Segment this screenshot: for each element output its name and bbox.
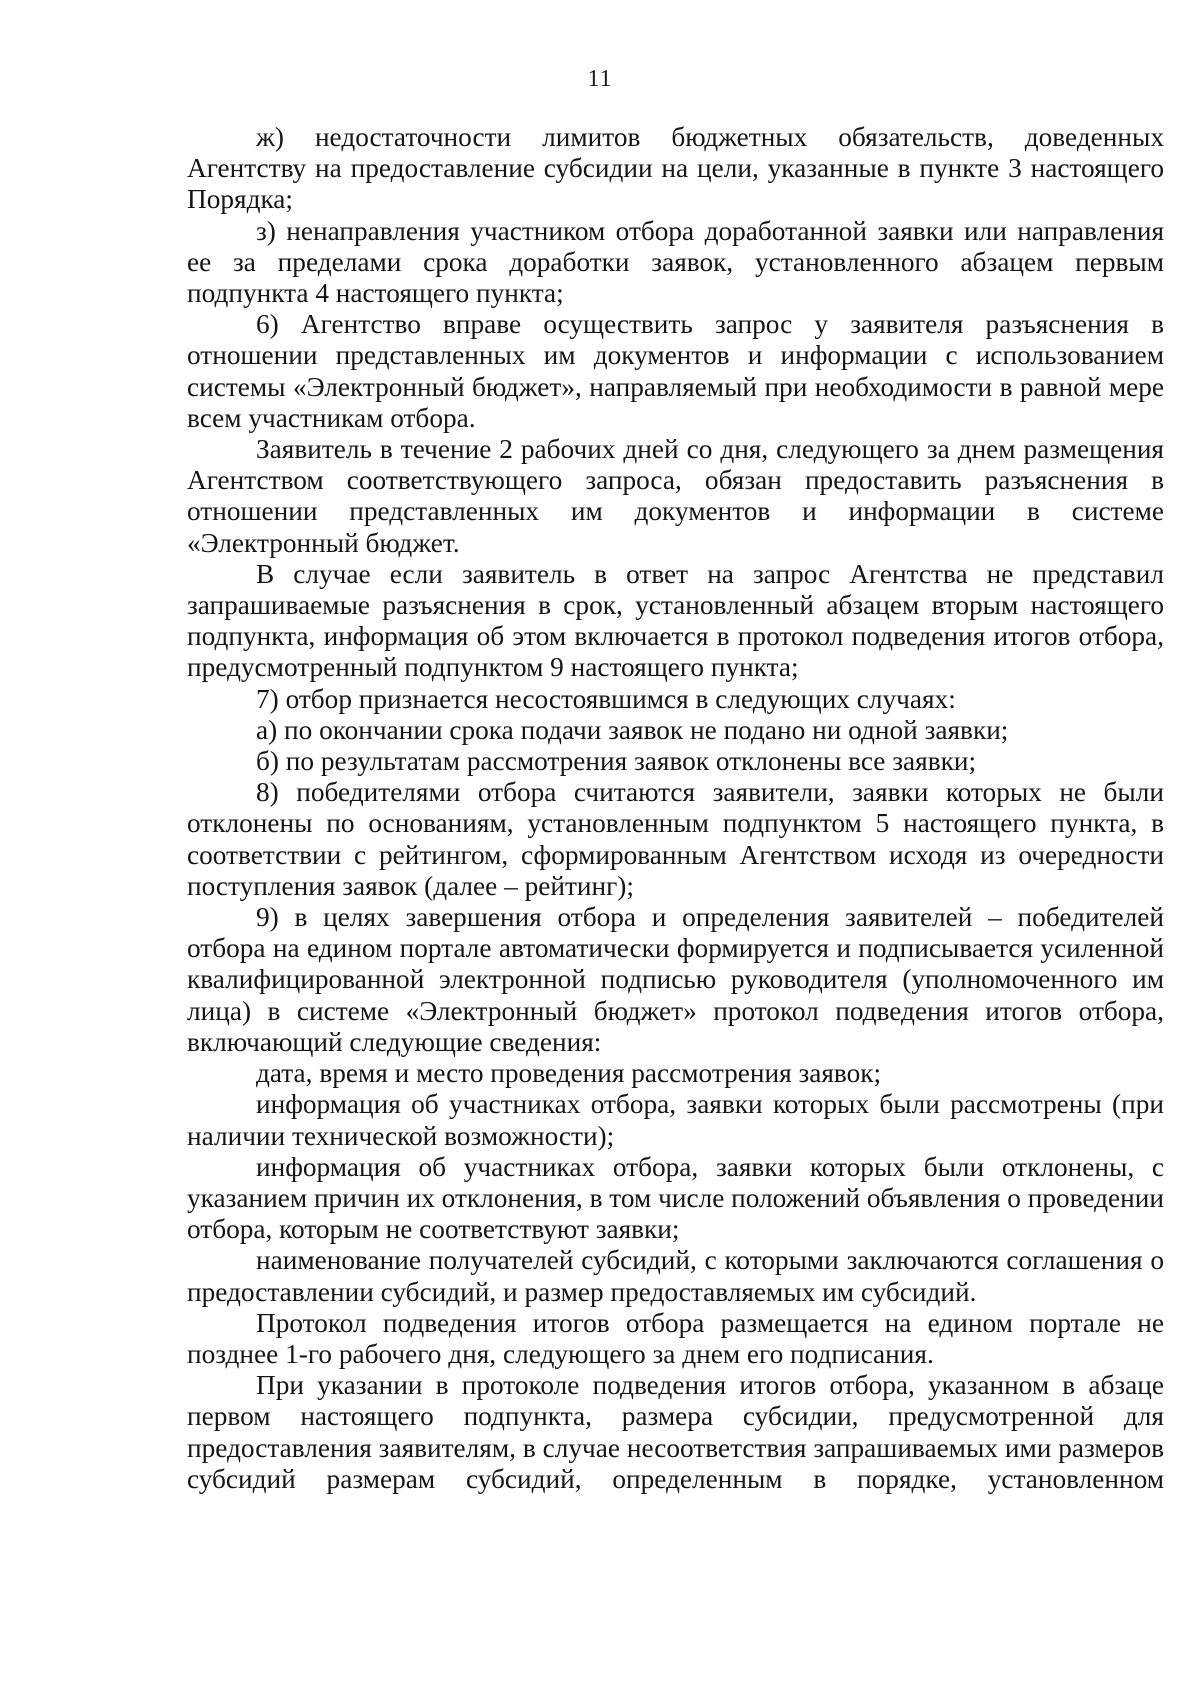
paragraph-protocol-subsidy-size: При указании в протоколе подведения итогов отбора, указанном в абзаце первом настоящего подпункта, размера субсидии, предусмотренной для предоставления заявителям, в случае несоответствия запрашиваемых ими размеров субсидий размерам субсидий, определенным в порядке, установленном xyxy=(187,1370,1164,1494)
paragraph-participants-reviewed: информация об участниках отбора, заявки которых были рассмотрены (при наличии технической возможности); xyxy=(187,1089,1164,1151)
paragraph-no-clarification-case: В случае если заявитель в ответ на запрос Агентства не представил запрашиваемые разъяснения в срок, установленный абзацем вторым настоящего подпункта, информация об этом включается в протокол подведения итогов отбора, предусмотренный подпунктом 9 настоящего пункта; xyxy=(187,558,1164,683)
paragraph-participants-rejected: информация об участниках отбора, заявки которых были отклонены, с указанием причин их отклонения, в том числе положений объявления о проведении отбора, которым не соответствуют заявки; xyxy=(187,1151,1164,1245)
paragraph-recipients-names: наименование получателей субсидий, с которыми заключаются соглашения о предоставлении субсидий, и размер предоставляемых им субсидий. xyxy=(187,1245,1164,1307)
paragraph-7: 7) отбор признается несостоявшимся в следующих случаях: xyxy=(256,683,956,714)
paragraph-7a: а) по окончании срока подачи заявок не подано ни одной заявки; xyxy=(256,714,1009,745)
paragraph-protocol-publication: Протокол подведения итогов отбора размещается на едином портале не позднее 1-го рабочего дня, следующего за днем его подписания. xyxy=(187,1307,1164,1369)
paragraph-8: 8) победителями отбора считаются заявители, заявки которых не были отклонены по основаниям, установленным подпунктом 5 настоящего пункта, в соответствии с рейтингом, сформированным Агентством исходя из очередности поступления заявок (далее – рейтинг); xyxy=(187,777,1164,901)
paragraph-9: 9) в целях завершения отбора и определения заявителей – победителей отбора на едином портале автоматически формируется и подписывается усиленной квалифицированной электронной подписью руководителя (уполномоченного им лица) в системе «Электронный бюджет» протокол подведения итогов отбора, включающий следующие сведения: xyxy=(187,902,1164,1057)
paragraph-applicant-clarification: Заявитель в течение 2 рабочих дней со дня, следующего за днем размещения Агентством соответствующего запроса, обязан предоставить разъяснения в отношении представленных им документов и информации в системе «Электронный бюджет. xyxy=(187,434,1164,558)
page-number: 11 xyxy=(587,66,613,92)
document-body xyxy=(187,122,1164,1495)
paragraph-zh: ж) недостаточности лимитов бюджетных обязательств, доведенных Агентству на предоставление субсидии на цели, указанные в пункте 3 настоящего Порядка; xyxy=(187,122,1164,215)
paragraph-date-time-place: дата, время и место проведения рассмотрения заявок; xyxy=(256,1058,882,1089)
paragraph-7b: б) по результатам рассмотрения заявок отклонены все заявки; xyxy=(256,746,977,777)
paragraph-z: з) ненаправления участником отбора доработанной заявки или направления ее за пределами срока доработки заявок, установленного абзацем первым подпункта 4 настоящего пункта; xyxy=(187,215,1164,309)
paragraph-6: 6) Агентство вправе осуществить запрос у заявителя разъяснения в отношении представленных им документов и информации с использованием системы «Электронный бюджет», направляемый при необходимости в равной мере всем участникам отбора. xyxy=(187,309,1164,433)
